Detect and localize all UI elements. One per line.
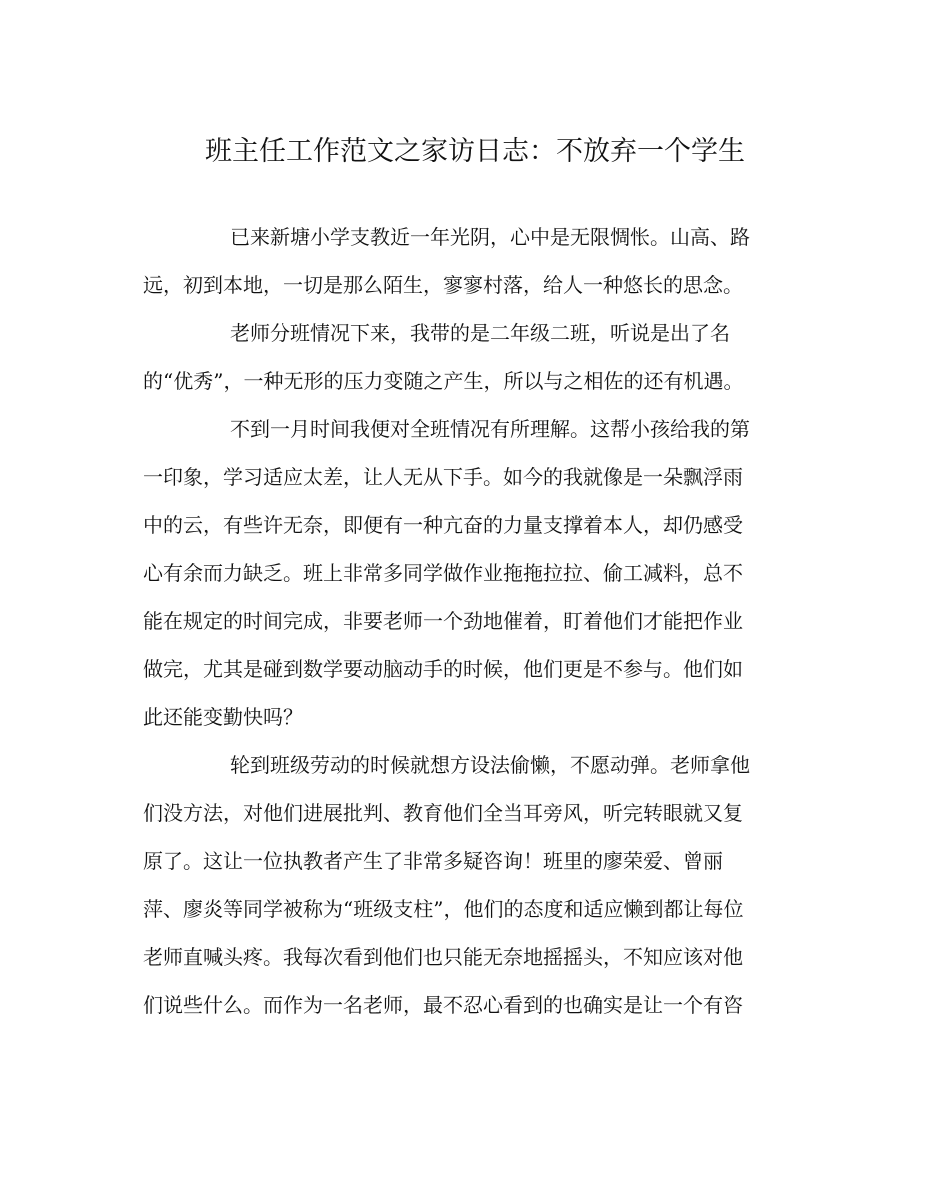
paragraph-line: 们说些什么。而作为一名老师，最不忍心看到的也确实是让一个有咨 bbox=[143, 993, 743, 1017]
paragraph-line: 们没方法，对他们进展批判、教育他们全当耳旁风，听完转眼就又复 bbox=[143, 801, 743, 825]
paragraph-line: 老师直喊头疼。我每次看到他们也只能无奈地摇摇头，不知应该对他 bbox=[143, 945, 743, 969]
paragraph-line: 心有余而力缺乏。班上非常多同学做作业拖拖拉拉、偷工减料，总不 bbox=[143, 561, 743, 585]
paragraph-line: 远，初到本地，一切是那么陌生，寥寥村落，给人一种悠长的思念。 bbox=[143, 273, 743, 297]
paragraph-line: 不到一月时间我便对全班情况有所理解。这帮小孩给我的第 bbox=[230, 417, 750, 441]
paragraph-line: 中的云，有些许无奈，即便有一种亢奋的力量支撑着本人，却仍感受 bbox=[143, 513, 743, 537]
paragraph-line: 一印象，学习适应太差，让人无从下手。如今的我就像是一朵飘浮雨 bbox=[143, 465, 743, 489]
paragraph-line: 原了。这让一位执教者产生了非常多疑咨询！班里的廖荣爱、曾丽 bbox=[143, 849, 723, 873]
document-title: 班主任工作范文之家访日志：不放弃一个学生 bbox=[205, 136, 745, 167]
paragraph-line: 此还能变勤快吗？ bbox=[143, 705, 303, 729]
paragraph-line: 能在规定的时间完成，非要老师一个劲地催着，盯着他们才能把作业 bbox=[143, 609, 743, 633]
paragraph-line: 轮到班级劳动的时候就想方设法偷懒，不愿动弹。老师拿他 bbox=[230, 753, 750, 777]
paragraph-line: 已来新塘小学支教近一年光阴，心中是无限惆怅。山高、路 bbox=[230, 225, 750, 249]
paragraph-line: 老师分班情况下来，我带的是二年级二班，听说是出了名 bbox=[230, 321, 730, 345]
paragraph-line: 做完，尤其是碰到数学要动脑动手的时候，他们更是不参与。他们如 bbox=[143, 657, 743, 681]
paragraph-line: 的“优秀”，一种无形的压力变随之产生，所以与之相佐的还有机遇。 bbox=[143, 369, 744, 393]
paragraph-line: 萍、廖炎等同学被称为“班级支柱”，他们的态度和适应懒到都让每位 bbox=[143, 897, 744, 921]
